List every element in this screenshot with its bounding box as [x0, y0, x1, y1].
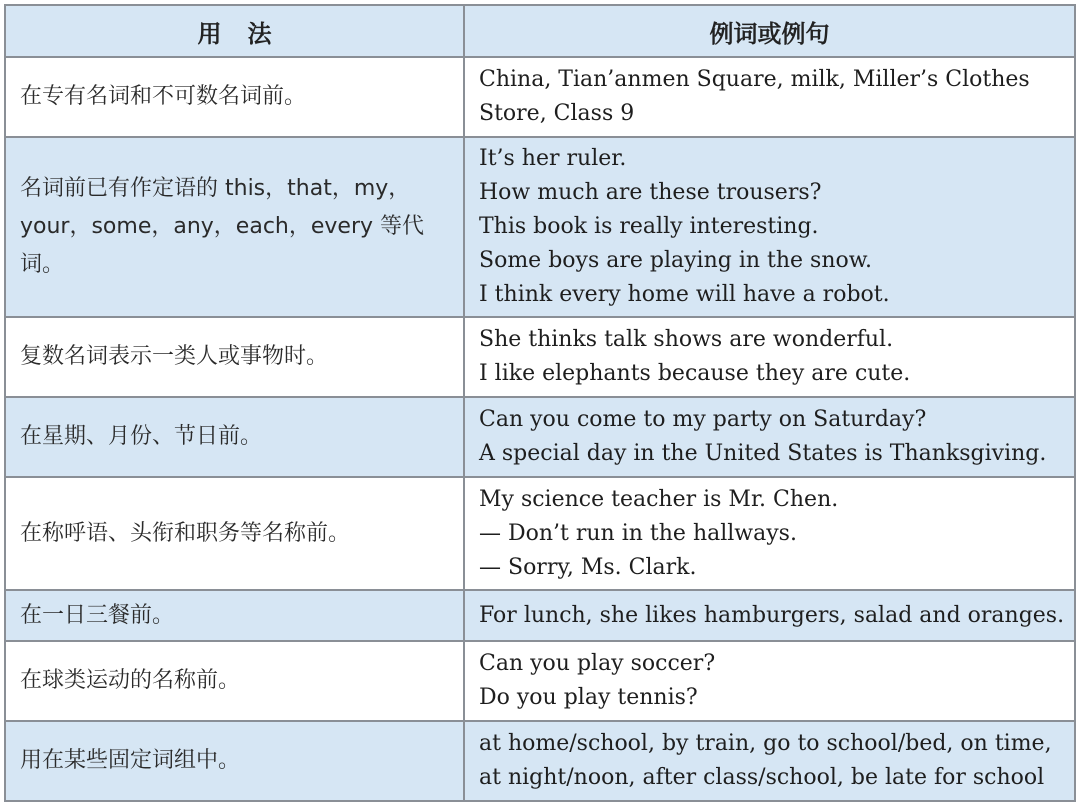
example-line: My science teacher is Mr. Chen.	[479, 486, 839, 512]
example-line: China, Tian’anmen Square, milk, Miller’s Clothes Store, Class 9	[479, 67, 1030, 126]
usage-cell: 在专有名词和不可数名词前。	[5, 57, 464, 137]
example-line: I like elephants because they are cute.	[479, 361, 911, 386]
example-line: I think every home will have a robot.	[479, 282, 890, 307]
usage-cell: 在球类运动的名称前。	[5, 641, 464, 721]
example-line: She thinks talk shows are wonderful.	[479, 327, 894, 352]
example-line: Do you play tennis?	[479, 685, 698, 710]
examples-cell	[464, 477, 1075, 590]
example-line: at night/noon, after class/school, be late for school	[479, 765, 1045, 790]
usage-cell: 在星期、月份、节日前。	[5, 397, 464, 477]
usage-cell: 在一日三餐前。	[5, 590, 464, 641]
table-row	[5, 57, 1075, 137]
usage-cell: 用在某些固定词组中。	[5, 721, 464, 801]
example-line: Some boys are playing in the snow.	[479, 248, 872, 273]
examples-column-header: 例词或例句	[464, 5, 1075, 57]
examples-cell	[464, 317, 1075, 397]
table-row	[5, 477, 1075, 590]
example-line: at home/school, by train, go to school/bed, on time,	[479, 731, 1052, 756]
example-line: A special day in the United States is Thanksgiving.	[479, 441, 1047, 466]
example-line: Can you play soccer?	[479, 651, 716, 676]
examples-cell	[464, 590, 1075, 641]
example-line: How much are these trousers?	[479, 180, 822, 205]
usage-cell: 复数名词表示一类人或事物时。	[5, 317, 464, 397]
example-line: For lunch, she likes hamburgers, salad and oranges.	[479, 602, 1065, 628]
examples-cell	[464, 721, 1075, 801]
usage-cell: 在称呼语、头衔和职务等名称前。	[5, 477, 464, 590]
examples-cell	[464, 397, 1075, 477]
grammar-table	[4, 4, 1076, 802]
table-row	[5, 641, 1075, 721]
example-line: — Don’t run in the hallways.	[479, 520, 797, 546]
table-row	[5, 137, 1075, 317]
example-line: Can you come to my party on Saturday?	[479, 407, 927, 432]
table-row	[5, 590, 1075, 641]
table-header-row	[5, 5, 1075, 57]
usage-column-header: 用法	[5, 5, 464, 57]
table-row	[5, 397, 1075, 477]
example-line: — Sorry, Ms. Clark.	[479, 554, 697, 580]
examples-cell	[464, 57, 1075, 137]
table-row	[5, 317, 1075, 397]
examples-cell	[464, 137, 1075, 317]
table-row	[5, 721, 1075, 801]
example-line: This book is really interesting.	[479, 214, 819, 239]
example-line: It’s her ruler.	[479, 146, 627, 171]
usage-cell: 名词前已有作定语的 this，that，my，your，some，any，each，every 等代词。	[5, 137, 464, 317]
examples-cell	[464, 641, 1075, 721]
